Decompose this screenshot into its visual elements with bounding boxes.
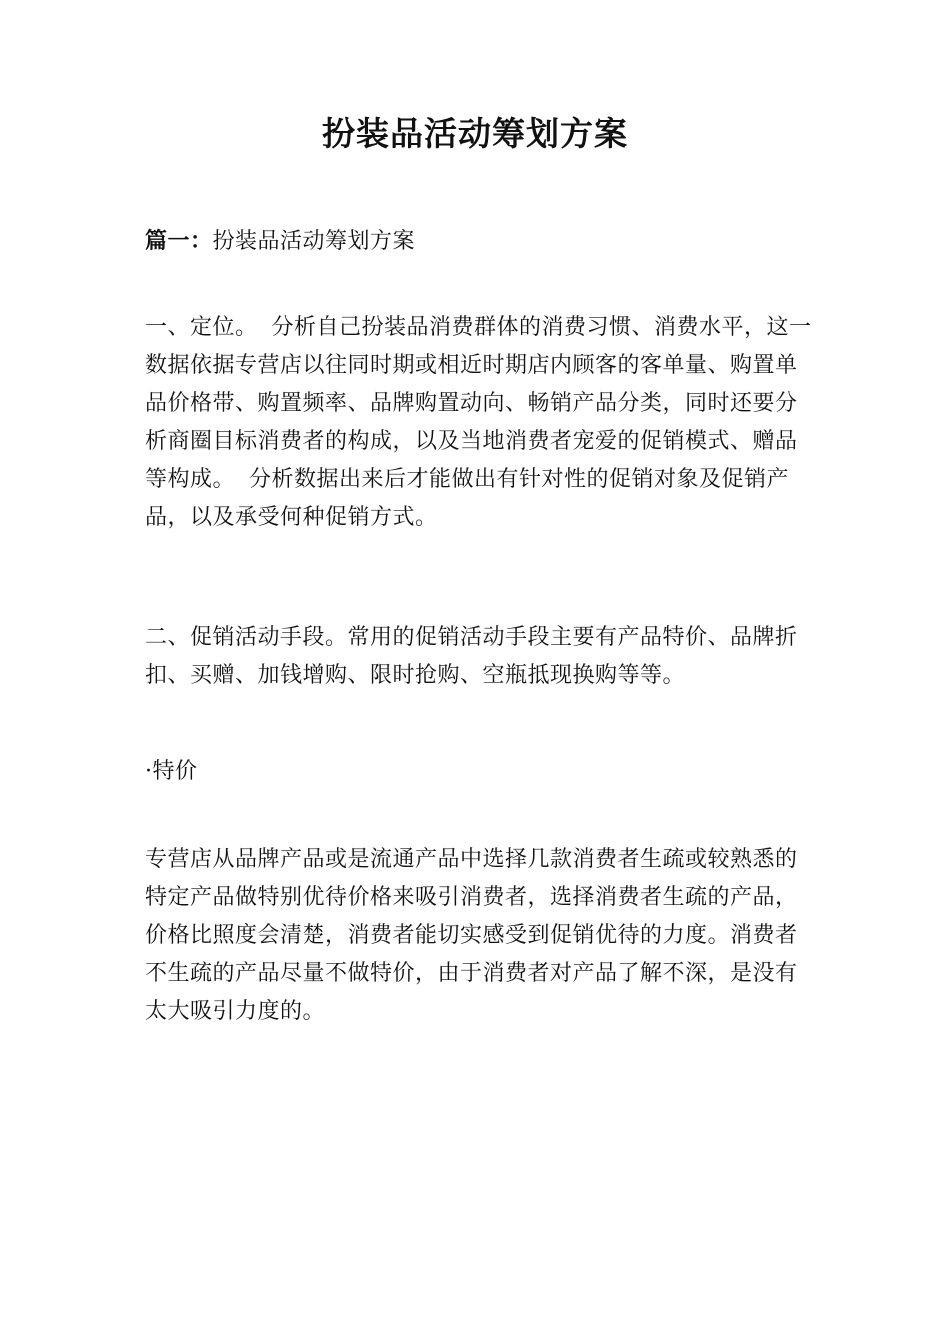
paragraph-promotion-methods: 二、促销活动手段。常用的促销活动手段主要有产品特价、品牌折扣、买赠、加钱增购、限时抢购、空瓶抵现换购等等。 xyxy=(145,625,798,688)
document-title: 扮装品活动筹划方案 xyxy=(322,114,628,153)
section1-part2: 分析数据出来后才能做出有针对性的促销对象及促销产品，以及承受何种促销方式。 xyxy=(145,467,790,530)
chapter-heading xyxy=(145,222,817,261)
chapter-label: 篇一： xyxy=(145,228,213,254)
bullet-item xyxy=(145,753,817,791)
bullet-dot-icon: · xyxy=(145,759,153,784)
bullet-text: 特价 xyxy=(152,759,198,784)
chapter-title: 扮装品活动筹划方案 xyxy=(212,229,416,254)
section1-heading: 一、定位。 xyxy=(145,315,258,340)
paragraph-special-price: 专营店从品牌产品或是流通产品中选择几款消费者生疏或较熟悉的特定产品做特别优待价格来吸引消费者，选择消费者生疏的产品，价格比照度会清楚，消费者能切实感受到促销优待的力度。消费者不生疏的产品尽量不做特价，由于消费者对产品了解不深，是没有太大吸引力度的。 xyxy=(145,847,798,1024)
paragraph-positioning xyxy=(145,309,817,537)
section1-part1: 分析自己扮装品消费群体的消费习惯、消费水平，这一数据依据专营店以往同时期或相近时期店内顾客的客单量、购置单品价格带、购置频率、品牌购置动向、畅销产品分类，同时还要分析商圈目标消费者的构成，以及当地消费者宠爱的促销模式、赠品等构成。 xyxy=(145,315,812,492)
